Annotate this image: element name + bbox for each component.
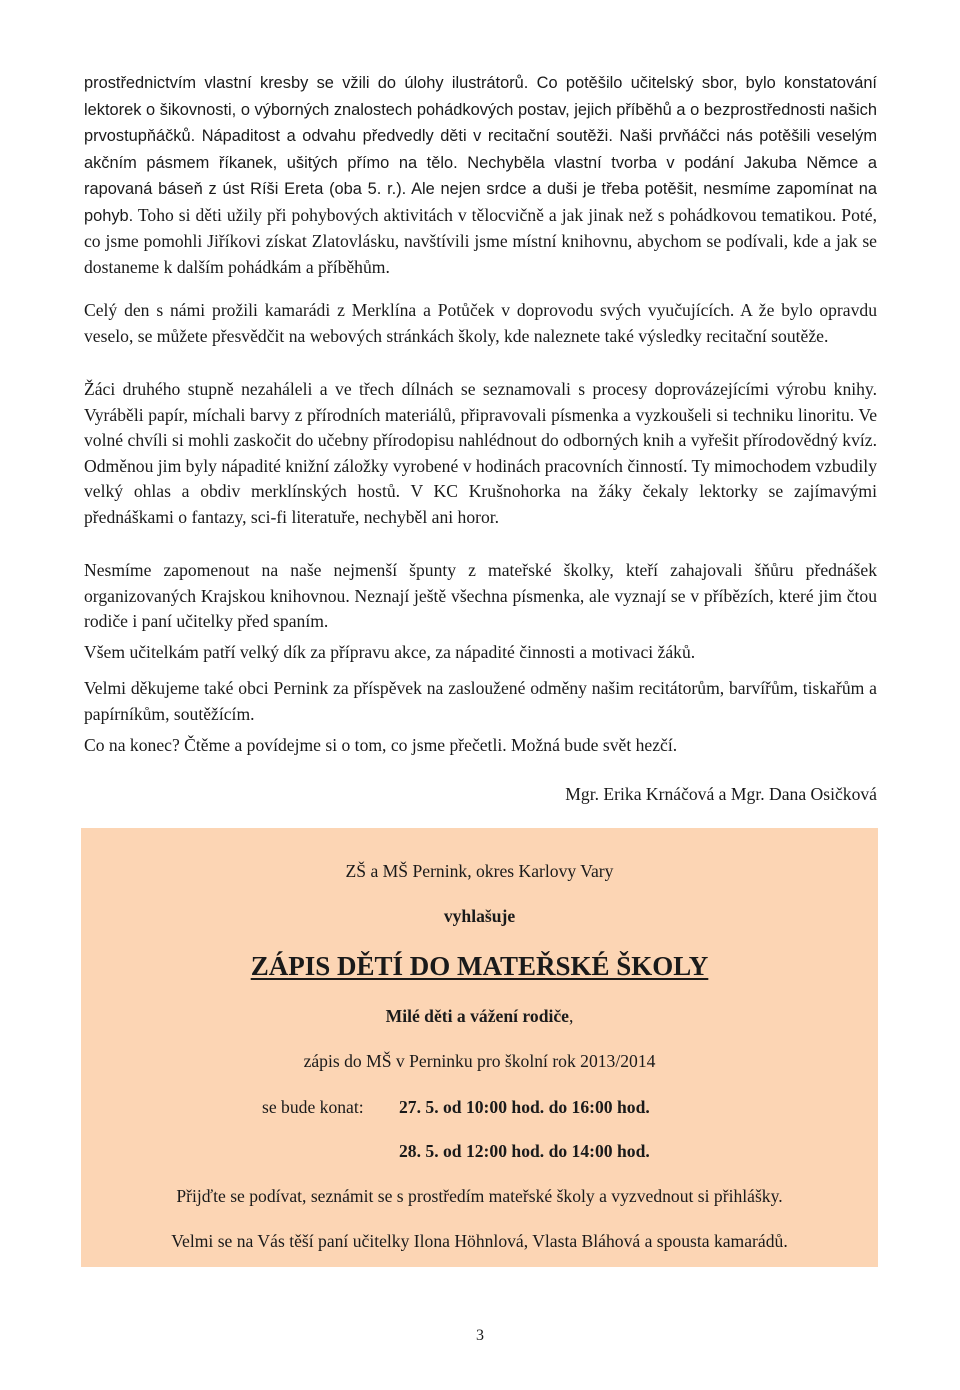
- notice-greeting-tail: ,: [568, 1006, 574, 1026]
- article-paragraph-4: Nesmíme zapomenout na naše nejmenší špunty z mateřské školky, kteří zahajovali šňůru přednášek organizovaných Krajskou knihovnou. Neznají ještě všechna písmenka, ale vyznají se v příbězích, které jim čtou rodiče i paní učitelky před spaním.: [84, 560, 877, 631]
- notice-date-1: 27. 5. od 10:00 hod. do 16:00 hod.: [399, 1097, 650, 1117]
- article-paragraph-6: Velmi děkujeme také obci Pernink za příspěvek na zasloužené odměny našim recitátorům, barvířům, tiskařům a papírníkům, soutěžícím.: [84, 678, 877, 724]
- notice-date-2: 28. 5. od 12:00 hod. do 14:00 hod.: [399, 1141, 650, 1161]
- article-paragraph-1-serif-part: Toho si děti užily při pohybových aktivitách v tělocvičně a jak jinak než s pohádkovou tematikou. Poté, co jsme pomohli Jiříkovi získat Zlatovlásku, navštívili jsme místní knihovnu, abychom se podívali, kde a jak se dostaneme k dalším pohádkám a příběhům.: [84, 204, 877, 277]
- notice-heading: ZÁPIS DĚTÍ DO MATEŘSKÉ ŠKOLY: [250, 951, 709, 981]
- article-paragraph-1-sans-part: prostřednictvím vlastní kresby se vžili do úlohy ilustrátorů. Co potěšilo učitelský sbor, bylo konstatování lektorek o šikovnosti, o výborných znalostech pohádkových postav, jejich příběhů a o bezprostřednosti našich prvostupňáčků. Nápaditost a odvahu předvedly děti v recitační soutěži. Naši prvňáčci nás potěšili veselým akčním pásmem říkanek, ušitých přímo na tělo. Nechyběla vlastní tvorba v podání Jakuba Němce a rapovaná báseň z úst Ríši Ereta (oba 5. r.). Ale nejen srdce a duši je třeba potěšit, nesmíme zapomínat na pohyb.: [84, 74, 877, 225]
- article-signature: Mgr. Erika Krnáčová a Mgr. Dana Osičková: [565, 784, 877, 804]
- enrollment-notice-box: [81, 828, 878, 1267]
- notice-greeting-bold: Milé děti a vážení rodiče: [385, 1006, 569, 1026]
- article-paragraph-2: Celý den s námi prožili kamarádi z Merklína a Potůček v doprovodu svých vyučujících. A že bylo opravdu veselo, se můžete přesvědčit na webových stránkách školy, kde naleznete také výsledky recitační soutěže.: [84, 300, 877, 346]
- article-paragraph-5: Všem učitelkám patří velký dík za přípravu akce, za nápadité činnosti a motivaci žáků.: [84, 642, 696, 662]
- notice-greeting: [81, 1004, 878, 1029]
- article-paragraph-1: [84, 70, 877, 280]
- notice-date-label: se bude konat:: [262, 1097, 364, 1117]
- article-paragraph-3: Žáci druhého stupně nezaháleli a ve třech dílnách se seznamovali s procesy doprovázejícími výrobu knihy. Vyráběli papír, míchali barvy z přírodních materiálů, připravovali písmenka a vyzkoušeli si techniku linoritu. Ve volné chvíli si mohli zaskočit do učebny přírodopisu nahlédnout do odborných knih a vyřešit přírodovědný kvíz. Odměnou jim byly nápadité knižní záložky vyrobené v hodinách pracovních činností. Ty mimochodem vzbudily velký ohlas a obdiv merklínských hostů. V KC Krušnohorka na žáky čekaly lektorky se zajímavými přednáškami o fantazy, sci-fi literatuře, nechyběl ani horor.: [84, 379, 877, 527]
- notice-school: ZŠ a MŠ Pernink, okres Karlovy Vary: [345, 861, 614, 881]
- notice-enrollment-for: zápis do MŠ v Perninku pro školní rok 2013/2014: [303, 1051, 656, 1071]
- notice-invitation: Přijďte se podívat, seznámit se s prostředím mateřské školy a vyzvednout si přihlášky.: [176, 1186, 783, 1206]
- article-paragraph-7: Co na konec? Čtěme a povídejme si o tom, co jsme přečetli. Možná bude svět hezčí.: [84, 735, 678, 755]
- notice-announces: vyhlašuje: [443, 906, 516, 926]
- page-number: 3: [476, 1327, 484, 1344]
- notice-closing: Velmi se na Vás těší paní učitelky Ilona Höhnlová, Vlasta Bláhová a spousta kamarádů.: [171, 1231, 788, 1251]
